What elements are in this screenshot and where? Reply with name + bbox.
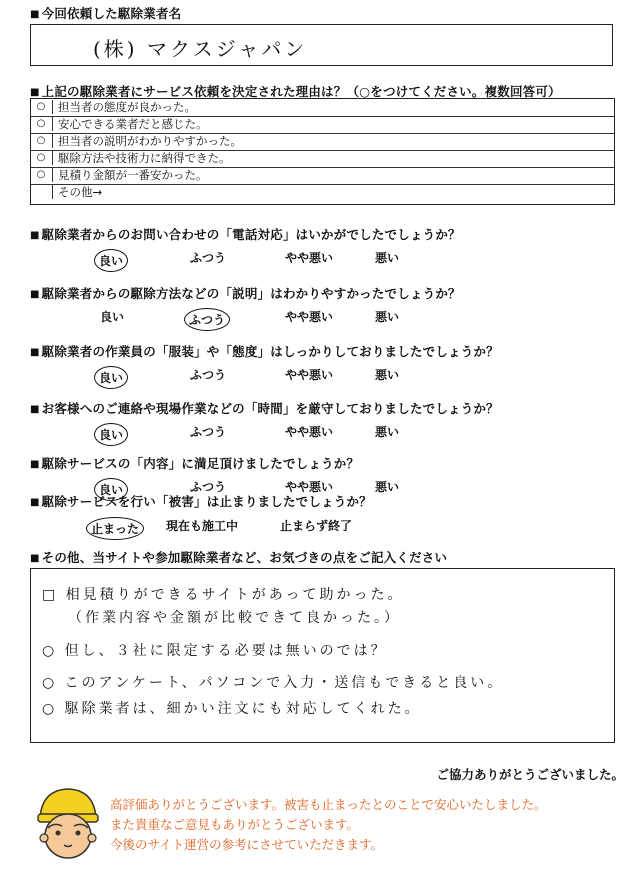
rating-option-2[interactable]: やや悪い (285, 310, 334, 324)
damage-option-0[interactable]: 止まった (86, 517, 144, 540)
reply-line: また貴重なご意見もありがとうございます。 (110, 817, 360, 832)
rating-option-2[interactable]: やや悪い (285, 368, 334, 382)
damage-option-2[interactable]: 止まらず終了 (280, 519, 353, 533)
reason-row (30, 151, 615, 168)
rating-option-0[interactable]: 良い (94, 423, 128, 446)
reason-row (30, 134, 615, 151)
rating-question-heading: ■ 駆除業者からの駆除方法などの「説明」はわかりやすかったでしょうか？ (30, 284, 461, 302)
comments-heading: ■ その他、当サイトや参加駆除業者など、お気づきの点をご記入ください (30, 548, 447, 566)
reason-mark: ○ (30, 168, 53, 182)
rating-option-3[interactable]: 悪い (375, 425, 400, 439)
reply-line: 高評価ありがとうございます。被害も止まったとのことで安心いたしました。 (110, 797, 547, 812)
reason-question-heading: ■ 上記の駆除業者にサービス依頼を決定された理由は？（○をつけてください。複数回答可） (30, 82, 561, 100)
reason-row (30, 168, 615, 185)
comment-line: ○ このアンケート、パソコンで入力・送信もできると良い。 (42, 675, 505, 691)
rating-option-1[interactable]: ふつう (184, 308, 230, 331)
comment-line: ○ 駆除業者は、細かい注文にも対応してくれた。 (42, 701, 422, 717)
comment-line: （作業内容や金額が比較できて良かった。） (68, 610, 401, 626)
rating-question-heading: ■ お客様へのご連絡や現場作業などの「時間」を厳守しておりましたでしょうか？ (30, 399, 499, 417)
reason-text: 安心できる業者だと感じた。 (58, 117, 208, 131)
rating-option-1[interactable]: ふつう (190, 480, 227, 494)
rating-option-2[interactable]: やや悪い (285, 425, 334, 439)
rating-option-0[interactable]: 良い (94, 366, 128, 389)
rating-question-heading: ■ 駆除業者からのお問い合わせの「電話対応」はいかがでしたでしょうか？ (30, 225, 461, 243)
damage-question-heading: ■ 駆除サービスを行い「被害」は止まりましたでしょうか？ (30, 492, 372, 510)
rating-question-heading: ■ 駆除業者の作業員の「服装」や「態度」はしっかりしておりましたでしょうか？ (30, 342, 499, 360)
rating-option-1[interactable]: ふつう (190, 368, 227, 382)
rating-question-heading: ■ 駆除サービスの「内容」に満足頂けましたでしょうか？ (30, 454, 359, 472)
comment-line: ○ 但し、３社に限定する必要は無いのでは？ (42, 643, 388, 659)
thanks-message: ご協力ありがとうございました。 (436, 767, 624, 782)
rating-option-2[interactable]: やや悪い (285, 480, 334, 494)
reason-mark: ○ (30, 134, 53, 148)
reason-row (30, 100, 615, 117)
reason-text: 駆除方法や技術力に納得できた。 (58, 151, 231, 165)
reason-row (30, 117, 615, 134)
rating-option-3[interactable]: 悪い (375, 251, 400, 265)
rating-option-3[interactable]: 悪い (375, 368, 400, 382)
rating-option-1[interactable]: ふつう (190, 251, 227, 265)
rating-option-2[interactable]: やや悪い (285, 251, 334, 265)
reason-text: その他→ (58, 185, 103, 199)
reason-row (30, 185, 615, 202)
rating-option-3[interactable]: 悪い (375, 480, 400, 494)
reason-mark (30, 185, 53, 199)
reason-text: 担当者の態度が良かった。 (58, 100, 196, 114)
reason-mark: ○ (30, 117, 53, 131)
mascot-avatar-icon (34, 784, 102, 862)
comment-line: □ 相見積りができるサイトがあって助かった。 (42, 587, 405, 603)
rating-option-0[interactable]: 良い (94, 249, 128, 272)
reply-line: 今後のサイト運営の参考にさせていただきます。 (110, 837, 384, 852)
rating-option-0[interactable]: 良い (100, 310, 125, 324)
rating-option-1[interactable]: ふつう (190, 425, 227, 439)
reason-text: 担当者の説明がわかりやすかった。 (58, 134, 242, 148)
company-answer-box (30, 24, 613, 66)
company-question-heading: ■ 今回依頼した駆除業者名 (30, 4, 181, 22)
rating-option-0[interactable]: 良い (94, 478, 128, 501)
company-answer: (株) マクスジャパン (93, 37, 308, 61)
reason-mark: ○ (30, 100, 53, 114)
reason-mark: ○ (30, 151, 53, 165)
reason-text: 見積り金額が一番安かった。 (58, 168, 208, 182)
damage-option-1[interactable]: 現在も施工中 (166, 519, 239, 533)
rating-option-3[interactable]: 悪い (375, 310, 400, 324)
